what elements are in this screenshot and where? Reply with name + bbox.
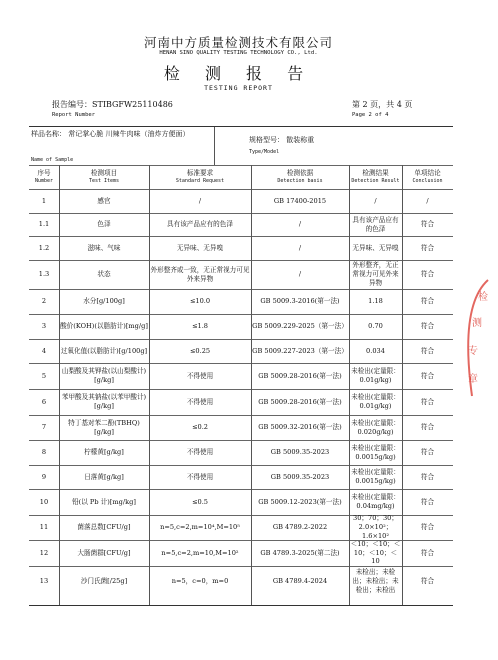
detection-basis (251, 363, 349, 389)
detection-result (349, 389, 402, 415)
standard-request-text: 不得使用 (186, 472, 214, 481)
detection-result-text: 具有该产品应有的色泽 (352, 215, 399, 233)
detection-result-text: 30；70；30；2.0×10²；1.6×10² (353, 514, 398, 540)
standard-request (149, 566, 251, 597)
conclusion-text: 符合 (420, 220, 435, 229)
test-item (59, 363, 149, 389)
detection-basis (251, 440, 349, 465)
page-info: 第 2 页，共 4 页 (352, 100, 413, 109)
test-item (59, 566, 149, 597)
standard-request-text: 具有该产品应有的色泽 (167, 220, 233, 229)
report-title: 检 测 报 告 (163, 64, 314, 83)
detection-result (349, 260, 402, 289)
test-item (59, 236, 149, 260)
detection-result (349, 566, 402, 597)
detection-result-text: 无异味、无异嗅 (352, 243, 399, 252)
standard-request (149, 440, 251, 465)
detection-basis (251, 236, 349, 260)
detection-result-text: 未检出(定量限：0.01g/kg) (351, 367, 400, 384)
detection-basis-text: / (298, 243, 302, 252)
row-number-text: 10 (39, 497, 49, 506)
row-number-text: 9 (41, 472, 47, 481)
detection-result-text: 0.70 (368, 322, 383, 331)
detection-result-text: 未检出(定量限：0.020g/kg) (351, 418, 400, 436)
row-number (29, 415, 59, 440)
row-number-text: 4 (41, 346, 47, 355)
detection-result-text: 0.034 (366, 346, 385, 355)
standard-request-text: 不得使用 (186, 448, 214, 457)
report-number-en: Report Number (52, 112, 96, 118)
detection-result (349, 236, 402, 260)
detection-basis (251, 289, 349, 314)
detection-result-text: 未检出(定量限：0.0015g/kg) (351, 468, 400, 485)
row-number (29, 339, 59, 363)
row-number-text: 2 (41, 297, 47, 306)
detection-basis-text: GB 5009.32-2016(第一法) (258, 423, 342, 432)
sample-name-en: Name of Sample (31, 157, 74, 163)
conclusion (402, 339, 453, 363)
test-item (59, 213, 149, 236)
column-header-cn: 检测依据 (286, 169, 314, 178)
test-item (59, 515, 149, 540)
svg-text:专: 专 (468, 346, 478, 357)
detection-basis-text: GB 4789.2-2022 (272, 523, 328, 532)
sample-model-en: Type/Model (249, 149, 280, 155)
row-number (29, 389, 59, 415)
report-title-en: TESTING REPORT (204, 84, 273, 92)
conclusion (402, 289, 453, 314)
standard-request (149, 515, 251, 540)
standard-request (149, 213, 251, 236)
test-item (59, 314, 149, 339)
conclusion-text: 符合 (420, 448, 435, 457)
test-item-text: 菌落总数[CFU/g] (77, 523, 131, 532)
row-number-text: 3 (41, 322, 47, 331)
test-item (59, 465, 149, 489)
detection-result (349, 515, 402, 540)
standard-request-text: 无异味、无异嗅 (176, 243, 224, 252)
detection-basis (251, 540, 349, 566)
row-number (29, 465, 59, 489)
test-item (59, 189, 149, 213)
row-number-text: 7 (41, 423, 47, 432)
detection-basis (251, 415, 349, 440)
detection-result-text: 未检出(定量限：0.01g/kg) (351, 393, 400, 410)
detection-basis-text: GB 4789.4-2024 (272, 577, 328, 586)
test-item-text: 色泽 (97, 220, 111, 229)
detection-result (349, 339, 402, 363)
standard-request (149, 389, 251, 415)
standard-request-text: n=5,c=2,m=10,M=10² (161, 548, 239, 557)
standard-request-text: ≤0.2 (191, 423, 208, 432)
conclusion (402, 260, 453, 289)
test-item (59, 440, 149, 465)
column-header (402, 165, 453, 189)
row-number-text: 1.2 (38, 243, 50, 252)
standard-request-text: ≤1.8 (191, 322, 208, 331)
test-item (59, 260, 149, 289)
detection-basis (251, 465, 349, 489)
conclusion-text: 符合 (420, 397, 435, 406)
column-header (149, 165, 251, 189)
row-number-text: 13 (39, 577, 49, 586)
company-name: 河南中方质量检测技术有限公司 (143, 35, 333, 50)
conclusion (402, 540, 453, 566)
row-number-text: 1.3 (38, 270, 50, 279)
detection-result (349, 465, 402, 489)
column-header-en: Conclusion (412, 178, 443, 185)
conclusion (402, 440, 453, 465)
standard-request-text: 不得使用 (186, 371, 214, 380)
test-item-text: 柠檬黄[g/kg] (84, 448, 124, 457)
detection-basis (251, 566, 349, 597)
row-number (29, 260, 59, 289)
conclusion (402, 189, 453, 213)
detection-basis (251, 314, 349, 339)
conclusion-text: 符合 (420, 322, 435, 331)
detection-basis-text: GB 5009.3-2016(第一法) (260, 297, 340, 306)
column-header-cn: 单项结论 (414, 169, 441, 178)
conclusion (402, 566, 453, 597)
svg-text:检: 检 (478, 292, 488, 303)
detection-result-text: 1.18 (368, 297, 383, 306)
test-item (59, 415, 149, 440)
row-number (29, 566, 59, 597)
column-header (59, 165, 149, 189)
row-number (29, 515, 59, 540)
standard-request-text: ≤10.0 (189, 297, 211, 306)
row-number (29, 236, 59, 260)
row-number-text: 12 (39, 548, 49, 557)
column-header-en: Standard Request (175, 178, 225, 185)
standard-request (149, 363, 251, 389)
test-item (59, 389, 149, 415)
standard-request (149, 289, 251, 314)
column-header-en: Detection Result (351, 178, 400, 185)
standard-request-text: ≤0.25 (189, 346, 211, 355)
detection-basis-text: GB 4789.3-2025(第二法) (260, 548, 340, 557)
detection-basis-text: / (298, 270, 302, 279)
conclusion-text: 符合 (420, 472, 435, 481)
test-item (59, 339, 149, 363)
test-item-text: 过氧化值(以脂肪计)[g/100g] (60, 346, 148, 355)
detection-basis-text: GB 5009.28-2016(第一法) (258, 371, 342, 380)
detection-basis (251, 189, 349, 213)
detection-result (349, 189, 402, 213)
test-item-text: 酸价(KOH)(以脂肪计)[mg/g] (60, 322, 148, 331)
standard-request (149, 465, 251, 489)
conclusion (402, 213, 453, 236)
detection-result (349, 540, 402, 566)
detection-result (349, 415, 402, 440)
standard-request (149, 189, 251, 213)
detection-result (349, 213, 402, 236)
test-item-text: 苯甲酸及其钠盐(以苯甲酸计)[g/kg] (61, 393, 147, 410)
column-header-cn: 序号 (37, 169, 51, 178)
test-item-text: 大肠菌群[CFU/g] (77, 548, 131, 557)
detection-result (349, 489, 402, 515)
row-number (29, 314, 59, 339)
conclusion-text: 符合 (420, 371, 435, 380)
standard-request (149, 415, 251, 440)
column-header-cn: 检测结果 (362, 169, 389, 178)
conclusion-text: 符合 (420, 523, 435, 532)
page-info-en: Page 2 of 4 (352, 112, 389, 118)
detection-result (349, 289, 402, 314)
standard-request (149, 339, 251, 363)
column-header-cn: 标准要求 (186, 169, 214, 178)
row-number-text: 6 (41, 397, 47, 406)
test-item-text: 特丁基对苯二酚(TBHQ)[g/kg] (68, 418, 140, 436)
company-name-en: HENAN SINO QUALITY TESTING TECHNOLOGY CO., Ltd. (159, 50, 318, 56)
test-item (59, 540, 149, 566)
test-item-text: 沙门氏菌[/25g] (80, 577, 128, 586)
test-item (59, 489, 149, 515)
row-number (29, 489, 59, 515)
row-number (29, 289, 59, 314)
detection-basis (251, 260, 349, 289)
conclusion (402, 515, 453, 540)
detection-result (349, 314, 402, 339)
column-header (29, 165, 59, 189)
detection-result-text: / (374, 196, 377, 205)
standard-request (149, 489, 251, 515)
standard-request (149, 260, 251, 289)
test-item-text: 铅(以 Pb 计)[mg/kg] (72, 497, 136, 506)
sample-name: 样品名称： 常记掌心脆 川辣牛肉味（油炸方便面） (31, 130, 190, 138)
row-number (29, 213, 59, 236)
standard-request-text: ≤0.5 (191, 497, 208, 506)
column-header-cn: 检测项目 (90, 169, 118, 178)
standard-request-text: 外形整齐或一致，无正常视力可见外来异物 (150, 265, 250, 283)
stamp-fragment (458, 278, 498, 398)
conclusion (402, 389, 453, 415)
test-item (59, 289, 149, 314)
detection-result-text: 未检出；未检出；未检出；未检出；未检出 (352, 568, 399, 594)
conclusion (402, 314, 453, 339)
row-number-text: 5 (41, 371, 47, 380)
standard-request-text: / (198, 196, 202, 205)
detection-basis-text: GB 5009.227-2023（第一法） (252, 346, 348, 355)
detection-basis-text: / (298, 220, 302, 229)
row-number-text: 1.1 (38, 220, 50, 229)
test-item-text: 山梨酸及其钾盐(以山梨酸计)[g/kg] (61, 367, 147, 384)
conclusion (402, 363, 453, 389)
standard-request-text: n=5，c=0，m=0 (171, 577, 229, 586)
detection-result-text: 未检出(定量限：0.04mg/kg) (351, 493, 400, 510)
standard-request (149, 540, 251, 566)
test-item-text: 日落黄[g/kg] (84, 472, 124, 481)
conclusion (402, 415, 453, 440)
conclusion-text: 符合 (420, 423, 435, 432)
row-number-text: 8 (41, 448, 47, 457)
detection-basis (251, 515, 349, 540)
standard-request (149, 236, 251, 260)
row-number (29, 363, 59, 389)
column-header-en: Number (34, 178, 54, 185)
standard-request (149, 314, 251, 339)
detection-result-text: ＜10；＜10；＜10；＜10；＜10 (350, 539, 401, 566)
detection-basis (251, 213, 349, 236)
detection-result-text: 未检出(定量限：0.0015g/kg) (351, 443, 400, 461)
test-item-text: 滋味、气味 (87, 243, 121, 252)
detection-basis-text: GB 5009.35-2023 (270, 448, 330, 457)
sample-divider (214, 127, 215, 165)
row-number-text: 1 (41, 196, 47, 205)
conclusion (402, 465, 453, 489)
standard-request-text: n=5,c=2,m=10⁴,M=10⁵ (160, 523, 240, 532)
conclusion-text: 符合 (420, 243, 435, 252)
conclusion-text: 符合 (420, 297, 435, 306)
conclusion (402, 489, 453, 515)
column-header (251, 165, 349, 189)
svg-text:章: 章 (468, 374, 478, 385)
detection-basis-text: GB 5009.12-2023(第一法) (258, 497, 342, 506)
standard-request-text: 不得使用 (186, 397, 214, 406)
detection-basis-text: GB 5009.28-2016(第一法) (258, 397, 342, 406)
svg-text:测: 测 (472, 318, 482, 329)
report-number: 报告编号：STIBGFW25110486 (52, 100, 173, 109)
conclusion-text: 符合 (420, 346, 435, 355)
row-number-text: 11 (39, 523, 49, 532)
detection-result (349, 440, 402, 465)
row-number (29, 540, 59, 566)
row-number (29, 440, 59, 465)
sample-model: 规格型号： 散装称重 (249, 136, 315, 144)
column-header (349, 165, 402, 189)
detection-basis (251, 339, 349, 363)
test-item-text: 状态 (97, 270, 111, 279)
conclusion-text: 符合 (420, 270, 435, 279)
column-header-en: Test Items (88, 178, 120, 185)
results-table (29, 126, 453, 606)
test-item-text: 水分[g/100g] (83, 297, 125, 306)
conclusion (402, 236, 453, 260)
detection-result (349, 363, 402, 389)
detection-basis (251, 389, 349, 415)
conclusion-text: 符合 (420, 497, 435, 506)
detection-basis-text: GB 5009.35-2023 (270, 472, 330, 481)
detection-basis (251, 489, 349, 515)
column-header-en: Detection basis (277, 178, 323, 185)
detection-basis-text: GB 5009.229-2025（第一法） (252, 322, 348, 331)
row-number (29, 189, 59, 213)
conclusion-text: 符合 (420, 577, 435, 586)
test-item-text: 感官 (97, 196, 111, 205)
conclusion-text: / (426, 196, 429, 205)
detection-basis-text: GB 17400-2015 (273, 196, 327, 205)
detection-result-text: 外形整齐，无正常视力可见外来异物 (352, 261, 399, 287)
conclusion-text: 符合 (420, 548, 435, 557)
